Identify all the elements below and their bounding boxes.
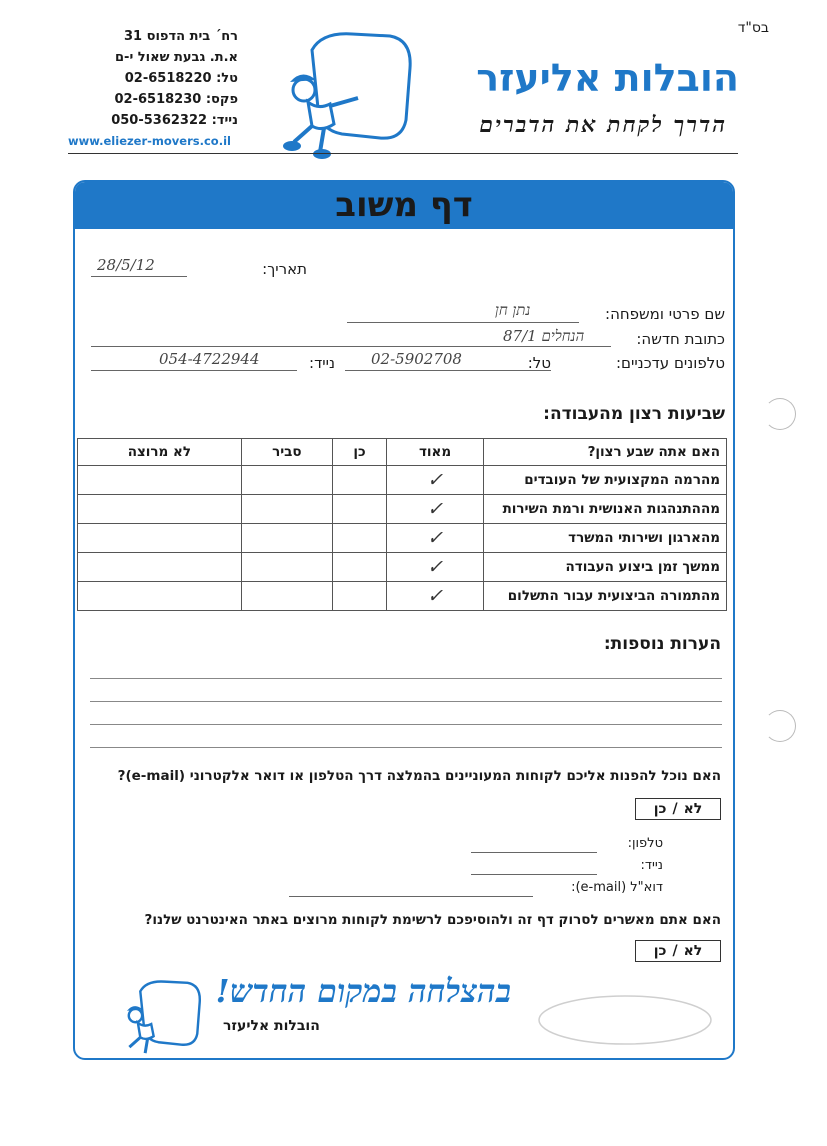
form-title: דף משוב (335, 185, 473, 225)
feedback-form (73, 180, 735, 1060)
consent-yes-option[interactable]: כן (653, 943, 667, 959)
table-row (78, 524, 727, 553)
notes-line[interactable] (90, 724, 722, 725)
date-underline (91, 276, 187, 277)
referral-email-label: דוא"ל (e-mail): (571, 880, 663, 895)
contact-block (68, 26, 238, 152)
very-cell-checked[interactable]: ✓ (387, 466, 484, 495)
tel-field[interactable]: 02-5902708 (371, 350, 462, 368)
date-label: תאריך: (262, 260, 307, 278)
binder-hole (764, 710, 796, 742)
mobile-underline (91, 370, 297, 371)
header-reasonable: סביר (241, 439, 332, 466)
brand-slogan: הדרך לקחת את הדברים (479, 112, 727, 138)
referral-yes-option[interactable]: כן (653, 801, 667, 817)
tel-label: טל: (527, 354, 551, 372)
notes-line[interactable] (90, 678, 722, 679)
mobile-field[interactable]: 054-4722944 (159, 350, 260, 368)
table-row (78, 582, 727, 611)
reasonable-cell[interactable] (241, 524, 332, 553)
header-not-satisfied: לא מרוצה (78, 439, 242, 466)
reasonable-cell[interactable] (241, 466, 332, 495)
address-line-1: רח´ בית הדפוס 31 (124, 29, 238, 44)
referral-phone-label: טלפון: (627, 836, 663, 851)
header-yes: כן (332, 439, 386, 466)
header-very: מאוד (387, 439, 484, 466)
consent-yes-no-box[interactable]: לא / כן (635, 940, 721, 962)
contact-fax: פקס: 02-6518230 (114, 92, 238, 107)
reasonable-cell[interactable] (241, 582, 332, 611)
table-row (78, 553, 727, 582)
mover-mascot-logo (272, 28, 417, 160)
yes-cell[interactable] (332, 524, 386, 553)
address-line-2: א.ת. גבעת שאול י-ם (115, 50, 238, 65)
very-cell-checked[interactable]: ✓ (387, 524, 484, 553)
good-luck-slogan: בהצלחה במקום החדש! (215, 972, 511, 1010)
brand-name: הובלות אליעזר (476, 56, 739, 100)
address-label: כתובת חדשה: (636, 330, 725, 348)
not-satisfied-cell[interactable] (78, 582, 242, 611)
name-underline (347, 322, 579, 323)
reasonable-cell[interactable] (241, 495, 332, 524)
referral-email-field[interactable] (289, 896, 533, 897)
row-question: מהרמה המקצועית של העובדים (484, 466, 727, 495)
consent-no-option[interactable]: לא (683, 943, 703, 959)
row-question: מההתנהגות האנושית ורמת השירות (484, 495, 727, 524)
yes-cell[interactable] (332, 553, 386, 582)
consent-question: האם אתם מאשרים לסרוק דף זה ולהוסיפכם לרשימת לקוחות מרוצים באתר האינטרנט שלנו? (144, 912, 721, 928)
referral-yes-no-box[interactable]: לא / כן (635, 798, 721, 820)
address-field[interactable]: הנחלים 87/1 (503, 327, 585, 345)
notes-title: הערות נוספות: (603, 634, 721, 654)
notes-line[interactable] (90, 701, 722, 702)
tel-underline (345, 370, 551, 371)
row-question: מהתמורה הביצועית עבור התשלום (484, 582, 727, 611)
website-link[interactable]: www.eliezer-movers.co.il (68, 134, 231, 148)
yes-cell[interactable] (332, 495, 386, 524)
phones-label: טלפונים עדכניים: (615, 354, 725, 372)
referral-question: האם נוכל להפנות אליכם לקוחות המעוניינים בהמלצה דרך הטלפון או דואר אלקטרוני (e-mail)? (117, 768, 721, 784)
name-field[interactable]: נתן חן (495, 301, 531, 319)
referral-mobile-label: נייד: (640, 858, 663, 873)
row-question: מהארגון ושירותי המשרד (484, 524, 727, 553)
footer-brand: הובלות אליעזר (223, 1018, 320, 1034)
contact-phone: טל: 02-6518220 (124, 71, 238, 86)
reasonable-cell[interactable] (241, 553, 332, 582)
table-row (78, 495, 727, 524)
binder-hole (764, 398, 796, 430)
very-cell-checked[interactable]: ✓ (387, 553, 484, 582)
header-divider (68, 153, 738, 154)
contact-mobile: נייד: 050-5362322 (111, 113, 238, 128)
very-cell-checked[interactable]: ✓ (387, 495, 484, 524)
satisfaction-table (77, 438, 727, 611)
bsd-mark: בס"ד (737, 20, 769, 36)
very-cell-checked[interactable]: ✓ (387, 582, 484, 611)
row-question: ממשך זמן ביצוע העבודה (484, 553, 727, 582)
header-question: האם אתה שבע רצון? (484, 439, 727, 466)
not-satisfied-cell[interactable] (78, 495, 242, 524)
faded-stamp (535, 992, 715, 1048)
yes-cell[interactable] (332, 466, 386, 495)
not-satisfied-cell[interactable] (78, 466, 242, 495)
not-satisfied-cell[interactable] (78, 553, 242, 582)
not-satisfied-cell[interactable] (78, 524, 242, 553)
footer-mover-mascot-logo (115, 978, 205, 1058)
notes-line[interactable] (90, 747, 722, 748)
yes-cell[interactable] (332, 582, 386, 611)
referral-phone-field[interactable] (471, 852, 597, 853)
address-underline (91, 346, 611, 347)
date-field[interactable]: 28/5/12 (97, 256, 155, 274)
mobile-label: נייד: (309, 354, 335, 372)
name-label: שם פרטי ומשפחה: (605, 305, 725, 323)
referral-mobile-field[interactable] (471, 874, 597, 875)
table-header-row (78, 439, 727, 466)
survey-title: שביעות רצון מהעבודה: (543, 404, 725, 424)
table-row (78, 466, 727, 495)
referral-no-option[interactable]: לא (683, 801, 703, 817)
